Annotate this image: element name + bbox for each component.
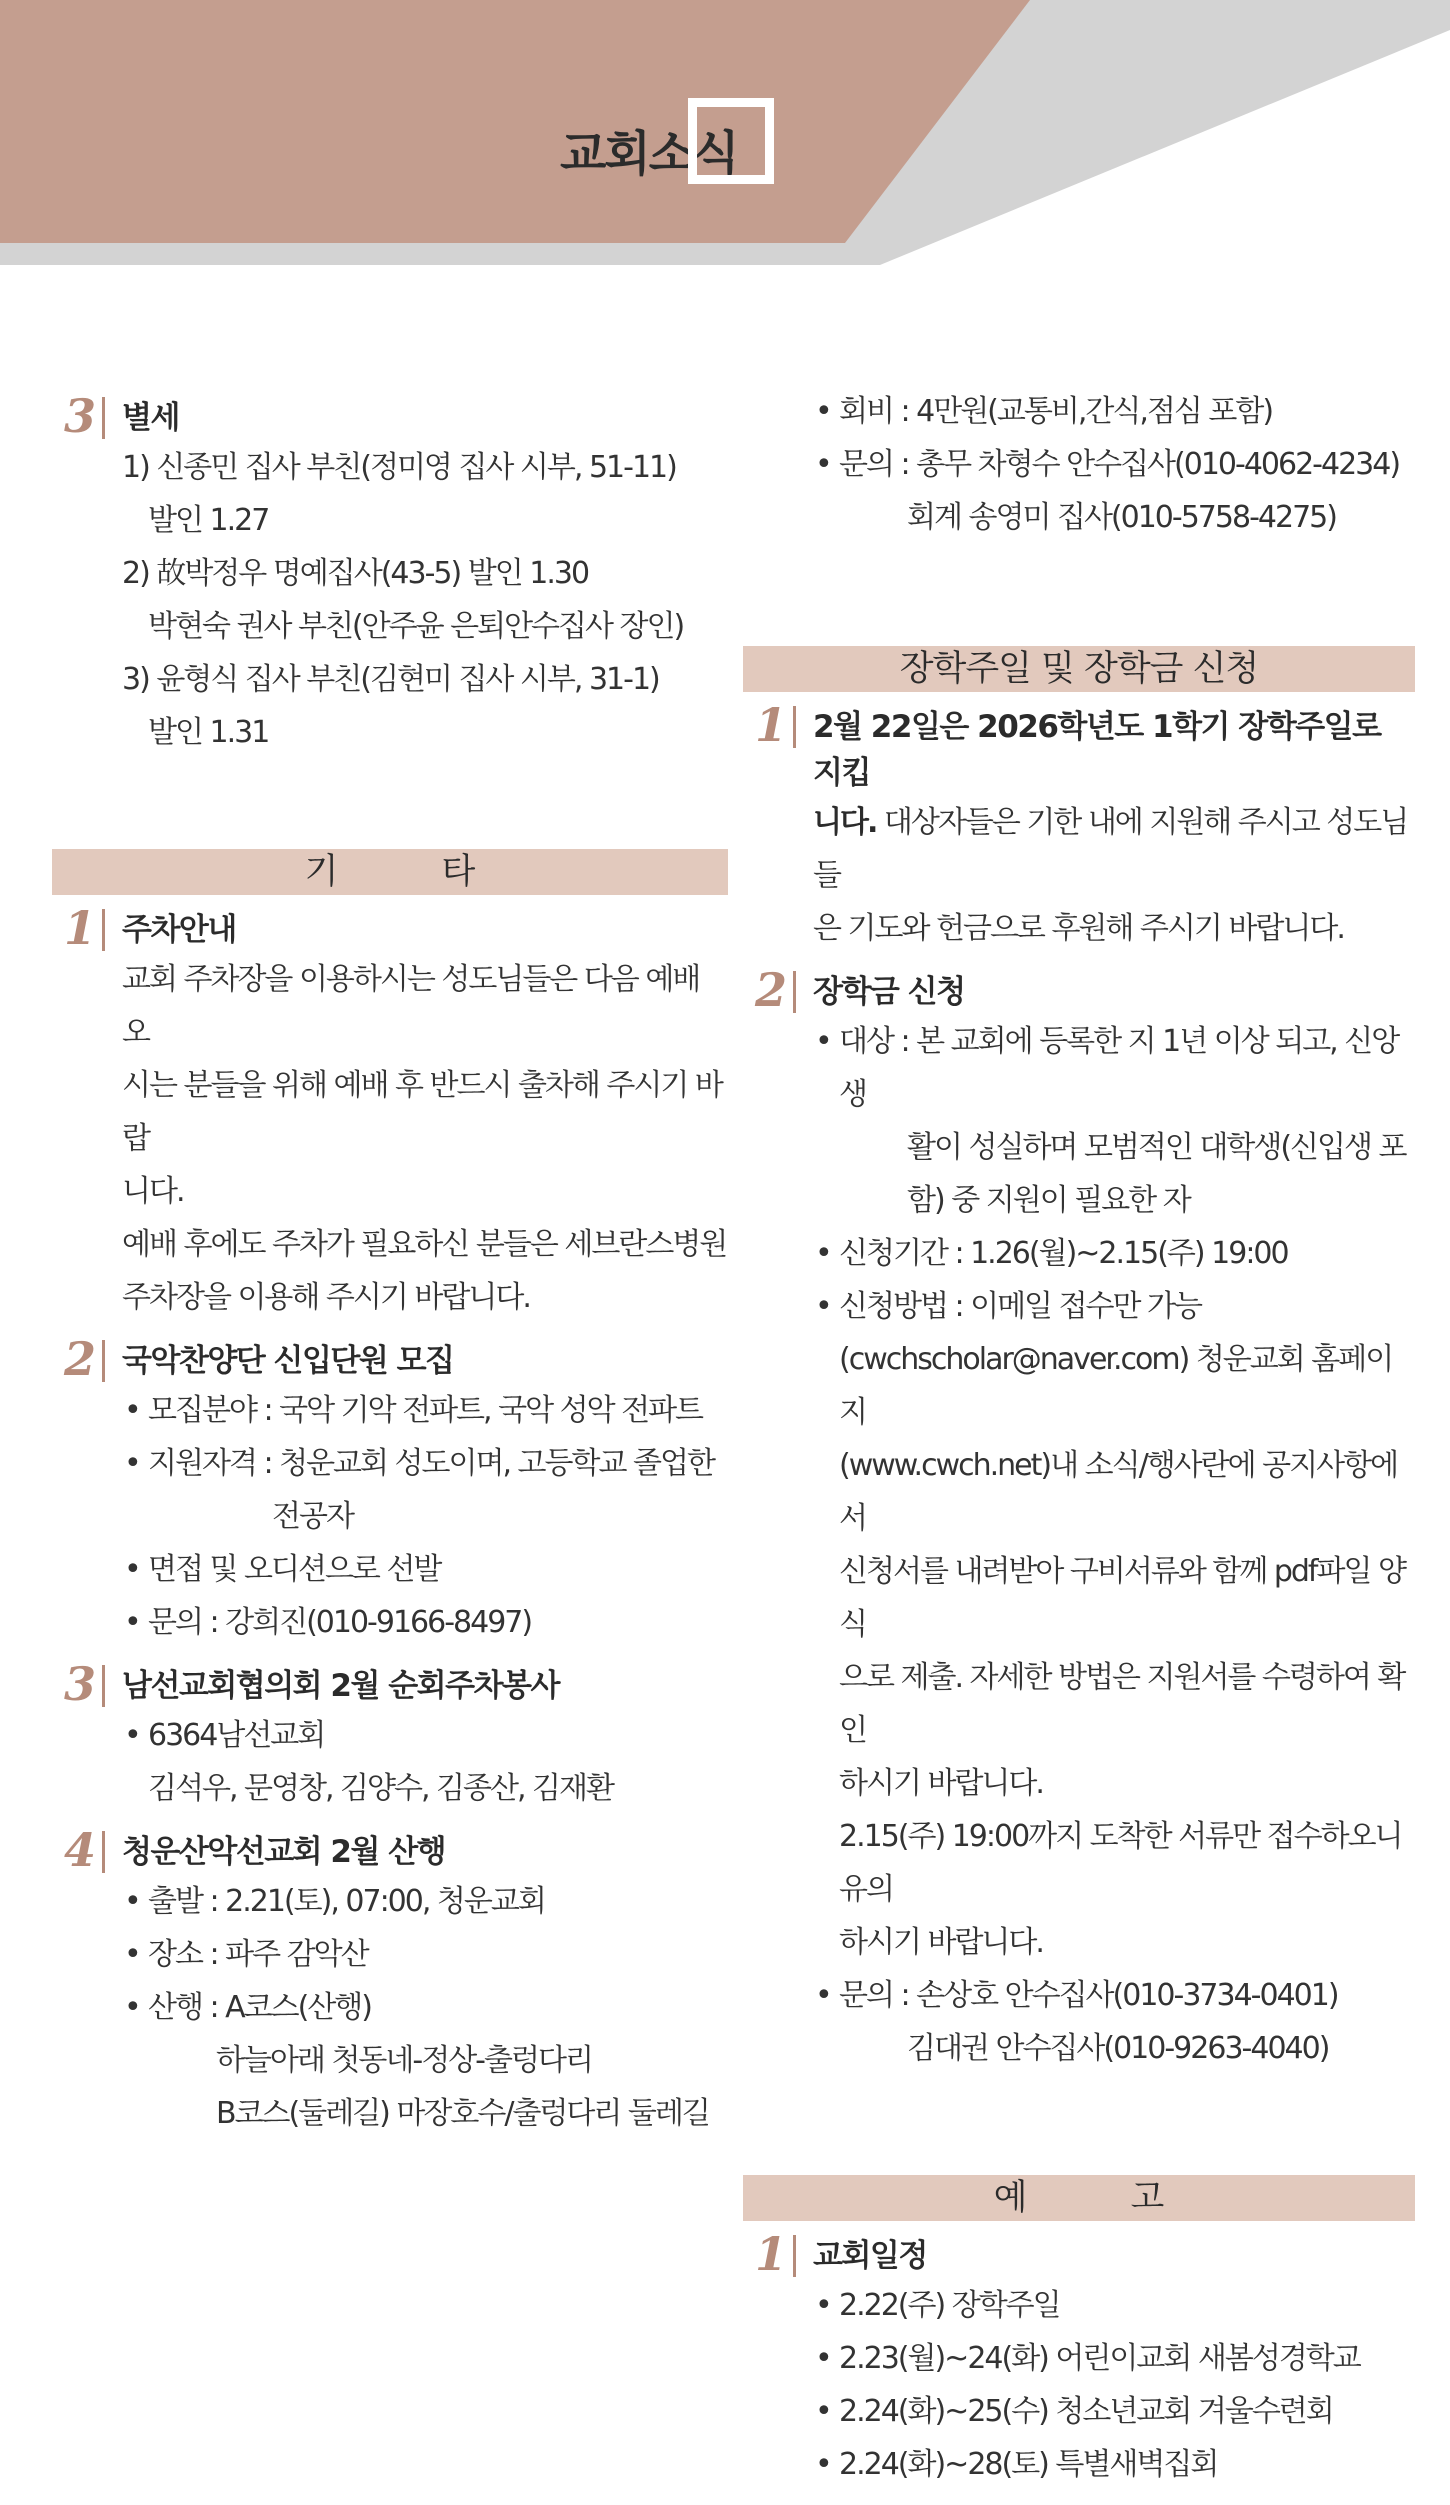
bullet-line: • 문의 : 손상호 안수집사(010-3734-0401) [813, 1969, 1415, 2022]
item-number: 4 [64, 1823, 97, 1877]
text-line: 주차장을 이용해 주시기 바랍니다. [122, 1280, 530, 1315]
item-title: 청운산악선교회 2월 산행 [122, 1834, 446, 1870]
text-line: 하늘아래 첫동네-정상-출렁다리 [216, 2043, 592, 2078]
bullet-line: • 대상 : 본 교회에 등록한 지 1년 이상 되고, 신앙생 [813, 1015, 1415, 1121]
title-accent-box [688, 98, 774, 184]
farewell-item [52, 389, 728, 759]
item-number: 3 [64, 389, 97, 443]
bullet-line: • 신청기간 : 1.26(월)~2.15(주) 19:00 [813, 1227, 1415, 1280]
item-title: 장학금 신청 [813, 974, 965, 1010]
text-line: 하시기 바랍니다. [839, 1766, 1043, 1801]
schedule-entry: • 2.24(화)~25(수) 청소년교회 겨울수련회 [813, 2385, 1415, 2438]
item-number: 1 [64, 901, 97, 955]
page-title: 교회소식 [560, 126, 738, 182]
schedule-item [743, 2227, 1415, 2491]
text-line: 3) 윤형식 집사 부친(김현미 집사 시부, 31-1) [122, 662, 659, 697]
item-divider [102, 397, 105, 439]
text-line: 시는 분들을 위해 예배 후 반드시 출차해 주시기 바랍 [122, 1068, 722, 1156]
item-divider [102, 1831, 105, 1873]
text-line: 김대권 안수집사(010-9263-4040) [907, 2031, 1329, 2066]
text-line: 1) 신종민 집사 부친(정미영 집사 시부, 51-11) [122, 450, 676, 485]
right-column [743, 385, 1415, 2505]
text-line: 2.15(주) 19:00까지 도착한 서류만 접수하오니 유의 [839, 1819, 1402, 1907]
item-number: 3 [64, 1657, 97, 1711]
bullet-line: • 지원자격 : 청운교회 성도이며, 고등학교 졸업한 [122, 1437, 728, 1490]
schedule-entry: • 2.24(화)~28(토) 특별새벽집회 [813, 2438, 1415, 2491]
item-number: 1 [755, 698, 788, 752]
header-banner [0, 0, 1450, 270]
text-line: 2) 故박정우 명예집사(43-5) 발인 1.30 [122, 556, 589, 591]
parking-item [52, 901, 728, 1324]
bullet-line: • 신청방법 : 이메일 접수만 가능 [813, 1280, 1415, 1333]
item-divider [793, 971, 796, 1013]
choir-item [52, 1332, 728, 1649]
item-title: 별세 [122, 400, 179, 436]
text-line: 김석우, 문영창, 김양수, 김종산, 김재환 [148, 1771, 613, 1806]
item-divider [102, 1340, 105, 1382]
text-line: B코스(둘레길) 마장호수/출렁다리 둘레길 [216, 2096, 709, 2131]
scholarship-apply-item [743, 963, 1415, 2075]
section-header-etc: 기 타 [52, 849, 728, 895]
text-line: 니다. 대상자들은 기한 내에 지원해 주시고 성도님들 [813, 805, 1408, 893]
text-line: 함) 중 지원이 필요한 자 [907, 1183, 1190, 1218]
hiking-continued [743, 385, 1415, 544]
text-line: 전공자 [272, 1499, 353, 1534]
text-line: 은 기도와 헌금으로 후원해 주시기 바랍니다. [813, 911, 1344, 946]
bullet-line: • 6364남선교회 [122, 1709, 728, 1762]
item-divider [793, 2235, 796, 2277]
item-divider [102, 1665, 105, 1707]
text-line: 회계 송영미 집사(010-5758-4275) [907, 500, 1336, 535]
text-line: 니다. [122, 1174, 184, 1209]
bullet-line: • 면접 및 오디션으로 선발 [122, 1543, 728, 1596]
section-header-notice: 예 고 [743, 2175, 1415, 2221]
item-number: 1 [755, 2227, 788, 2281]
text-line: 발인 1.31 [148, 715, 269, 750]
text-line: 신청서를 내려받아 구비서류와 함께 pdf파일 양식 [839, 1554, 1405, 1642]
bullet-line: • 문의 : 총무 차형수 안수집사(010-4062-4234) [813, 438, 1415, 491]
text-line: 발인 1.27 [148, 503, 269, 538]
item-number: 2 [755, 963, 788, 1017]
text-line: 활이 성실하며 모범적인 대학생(신입생 포 [907, 1130, 1406, 1165]
parking-service-item [52, 1657, 728, 1815]
bullet-line: • 모집분야 : 국악 기악 전파트, 국악 성악 전파트 [122, 1384, 728, 1437]
item-title: 교회일정 [813, 2238, 927, 2274]
text-line: (www.cwch.net)내 소식/행사란에 공지사항에서 [839, 1448, 1398, 1536]
bullet-line: • 출발 : 2.21(토), 07:00, 청운교회 [122, 1875, 728, 1928]
text-line: 예배 후에도 주차가 필요하신 분들은 세브란스병원 [122, 1227, 727, 1262]
text-line: 박현숙 권사 부친(안주윤 은퇴안수집사 장인) [148, 609, 684, 644]
scholarship-sunday-item [743, 698, 1415, 955]
item-title: 국악찬양단 신입단원 모집 [122, 1343, 454, 1379]
hiking-item [52, 1823, 728, 2140]
schedule-entry: • 2.23(월)~24(화) 어린이교회 새봄성경학교 [813, 2332, 1415, 2385]
text-line: 으로 제출. 자세한 방법은 지원서를 수령하여 확인 [839, 1660, 1405, 1748]
text-line: 교회 주차장을 이용하시는 성도님들은 다음 예배 오 [122, 962, 700, 1050]
item-number: 2 [64, 1332, 97, 1386]
left-column [52, 389, 728, 2154]
item-title: 남선교회협의회 2월 순회주차봉사 [122, 1668, 559, 1704]
bullet-line: • 문의 : 강희진(010-9166-8497) [122, 1596, 728, 1649]
bullet-line: • 장소 : 파주 감악산 [122, 1928, 728, 1981]
schedule-entry: • 2.22(주) 장학주일 [813, 2279, 1415, 2332]
text-line: 하시기 바랍니다. [839, 1925, 1043, 1960]
section-header-scholarship: 장학주일 및 장학금 신청 [743, 646, 1415, 692]
item-divider [793, 706, 796, 748]
bullet-line: • 회비 : 4만원(교통비,간식,점심 포함) [813, 385, 1415, 438]
bullet-line: • 산행 : A코스(산행) [122, 1981, 728, 2034]
item-title: 주차안내 [122, 912, 236, 948]
text-line: (cwchscholar@naver.com) 청운교회 홈페이지 [839, 1342, 1393, 1430]
item-title: 2월 22일은 2026학년도 1학기 장학주일로 지킵 [813, 709, 1381, 791]
item-divider [102, 909, 105, 951]
